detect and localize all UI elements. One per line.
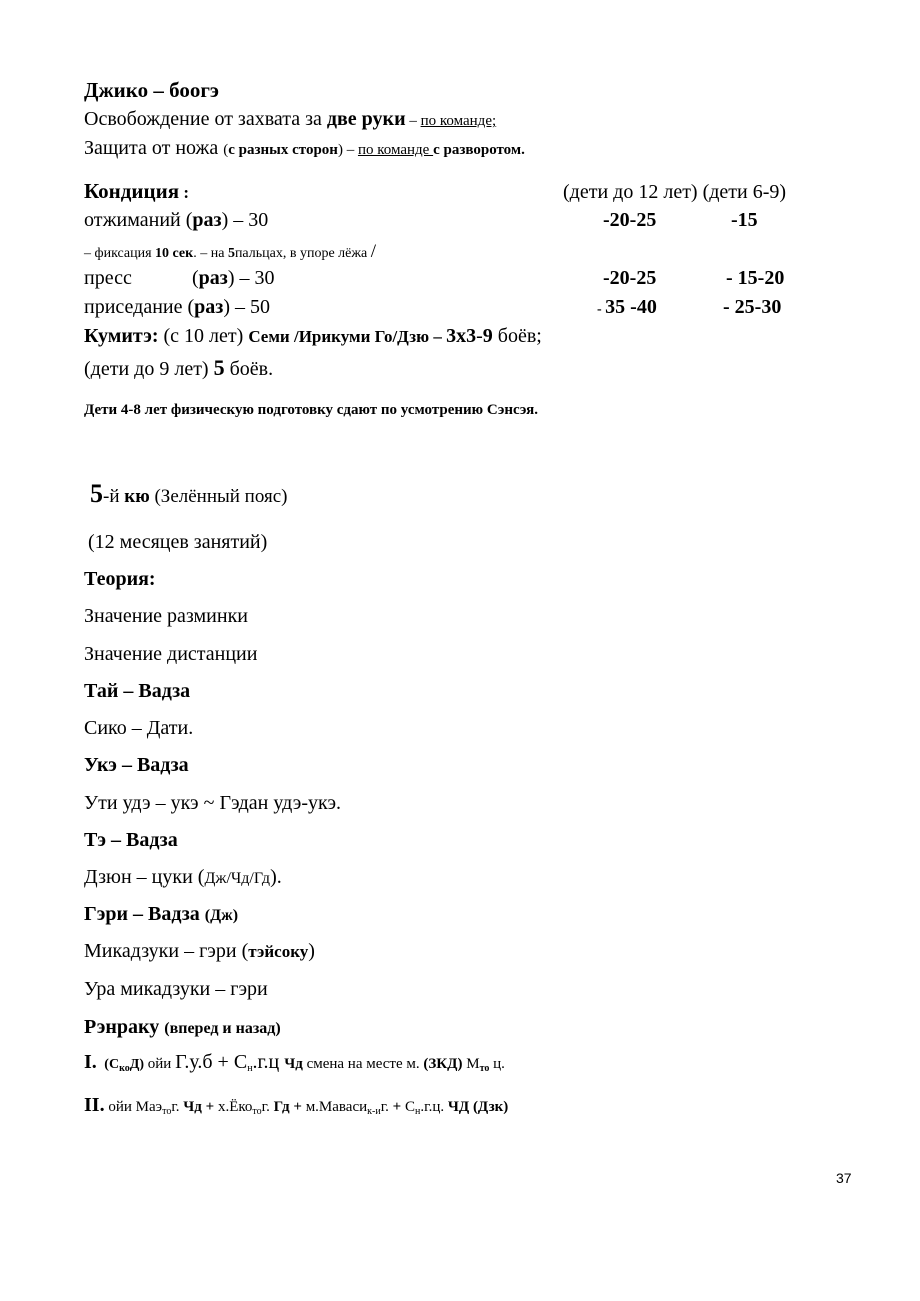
squat-value-6-9: - 25-30 bbox=[723, 296, 782, 318]
jiko-line-2: Защита от ножа (с разных сторон) – по команде с разворотом. bbox=[84, 137, 525, 159]
uke-item: Ути удэ – укэ ~ Гэдан удэ-укэ. bbox=[84, 792, 342, 814]
te-item: Дзюн – цуки (Дж/Чд/Гд). bbox=[84, 866, 282, 888]
fixation-line: – фиксация 10 сек. – на 5пальцах, в упоре лёжа / bbox=[84, 241, 377, 262]
theory-title: Теория: bbox=[84, 568, 156, 590]
kumite-line-2: (дети до 9 лет) 5 боёв. bbox=[84, 355, 274, 380]
kyu-title: 5-й кю (Зелённый пояс) bbox=[90, 479, 288, 508]
geri-item-2: Ура микадзуки – гэри bbox=[84, 978, 268, 1000]
renraku-row-1: I. $(С_{ко}Д)$ ойи $Г.у.б + С_н.г.ц$ Чд смена на месте м. (ЗКД) $М_{то}$ ц. bbox=[84, 1051, 505, 1074]
theory-item-1: Значение разминки bbox=[84, 605, 248, 627]
theory-item-2: Значение дистанции bbox=[84, 643, 258, 665]
tai-title: Тай – Вадза bbox=[84, 680, 191, 702]
press-value-12: -20-25 bbox=[603, 267, 657, 289]
page-number: 37 bbox=[836, 1170, 852, 1186]
geri-item-1: Микадзуки – гэри (тэйсоку) bbox=[84, 940, 315, 962]
jiko-line-1: Освобождение от захвата за две руки – по команде; bbox=[84, 108, 497, 130]
children-note: Дети 4-8 лет физическую подготовку сдают по усмотрению Сэнсэя. bbox=[84, 402, 538, 418]
squat-label: приседание (раз) – 50 bbox=[84, 296, 270, 318]
geri-title: Гэри – Вадза (Дж) bbox=[84, 903, 239, 925]
tai-item: Сико – Дати. bbox=[84, 717, 194, 739]
squat-value-12: - 35 -40 bbox=[597, 296, 657, 318]
kyu-months: (12 месяцев занятий) bbox=[88, 531, 268, 553]
kumite-line-1: Кумитэ: (с 10 лет) Семи /Ирикуми Го/Дзю – 3х3-9 боёв; bbox=[84, 325, 542, 347]
renraku-row-2: II. ойи Маэ$_{то}$г. Чд + х.Ёко$_{то}$г. Гд + м.Маваси$_{к-и}$г. + $С_н.г.ц$. ЧД (Дзк) bbox=[84, 1094, 509, 1117]
condition-title: Кондиция : bbox=[84, 179, 189, 203]
press-unit: (раз) – 30 bbox=[192, 267, 275, 289]
uke-title: Укэ – Вадза bbox=[84, 754, 189, 776]
pushups-value-12: -20-25 bbox=[603, 209, 657, 231]
jiko-title: Джико – боогэ bbox=[84, 78, 219, 102]
condition-header-cols: (дети до 12 лет) (дети 6-9) bbox=[563, 181, 787, 203]
renraku-title: Рэнраку (вперед и назад) bbox=[84, 1016, 281, 1038]
pushups-label: отжиманий (раз) – 30 bbox=[84, 209, 269, 231]
press-label: пресс bbox=[84, 267, 132, 289]
te-title: Тэ – Вадза bbox=[84, 829, 178, 851]
pushups-value-6-9: -15 bbox=[731, 209, 758, 231]
press-value-6-9: - 15-20 bbox=[726, 267, 785, 289]
